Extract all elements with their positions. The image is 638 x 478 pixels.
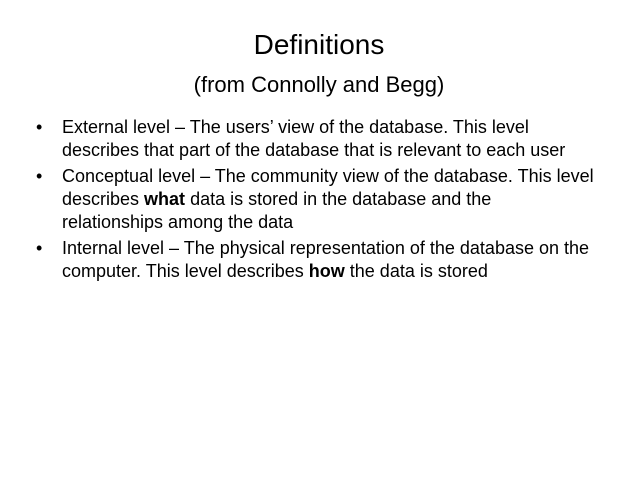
bullet-internal-level [36, 237, 596, 283]
bullet-icon: • [36, 166, 43, 186]
bullet-emphasis-how: how [308, 261, 345, 281]
title-block [0, 28, 638, 100]
bullet-text-start: Internal level – The physical representation of the database on the computer. This level describes [62, 238, 590, 281]
bullet-text: External level – The users’ view of the database. This level describes that part of the database that is relevant to each user [62, 117, 566, 160]
bullet-text-end: the data is stored [344, 261, 488, 281]
bullet-external-level [36, 116, 596, 162]
slide-subtitle: (from Connolly and Begg) [193, 72, 445, 97]
bullet-text-start: Conceptual level – The community view of the database. This level describes [62, 166, 594, 209]
bullet-icon: • [36, 117, 43, 137]
bullet-text-end: data is stored in the database and the relationships among the data [62, 189, 492, 232]
bullet-conceptual-level [36, 165, 596, 234]
bullet-list [36, 116, 596, 286]
bullet-icon: • [36, 238, 43, 258]
bullet-emphasis-what: what [144, 189, 186, 209]
slide-title: Definitions [253, 29, 385, 60]
